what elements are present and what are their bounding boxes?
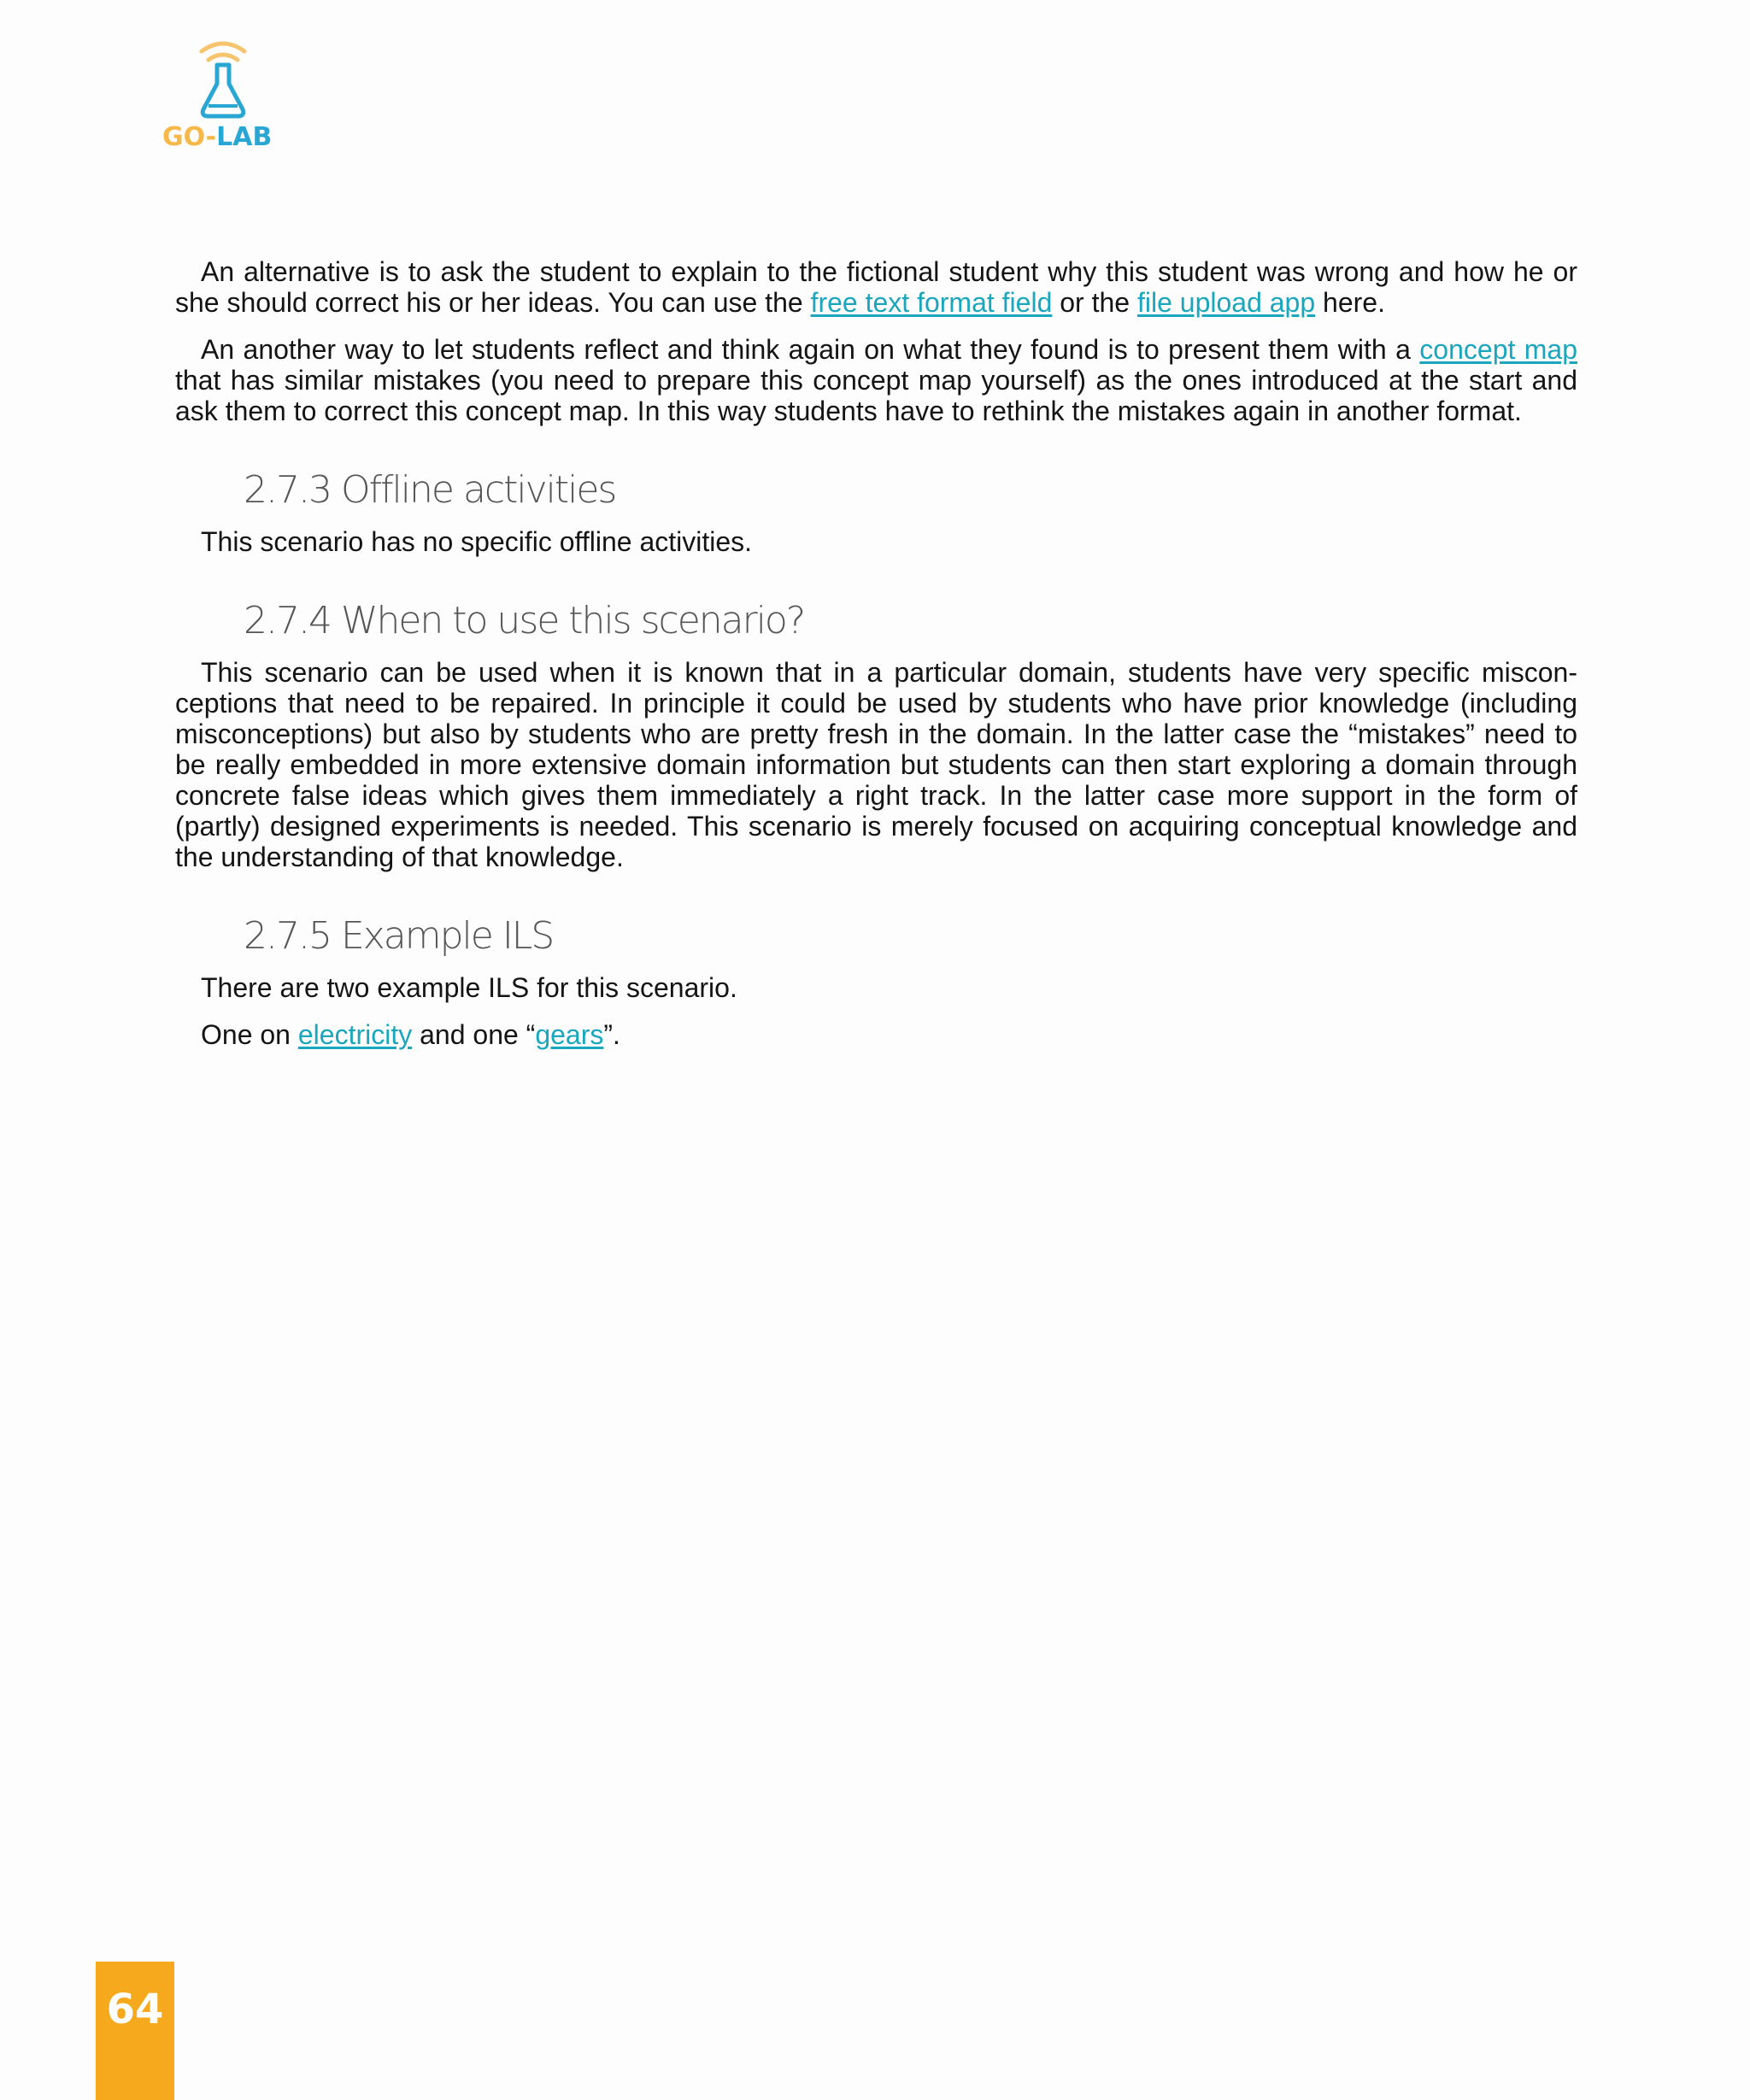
text-segment: An alternative is to ask the student to explain to the fictional student why this student was wrong and how he or she should correct his or her ideas. You can use the xyxy=(175,256,1577,318)
text-segment: ”. xyxy=(603,1019,620,1050)
page-number: 64 xyxy=(106,1986,164,2033)
text-segment: here. xyxy=(1315,287,1385,318)
paragraph-example-links xyxy=(175,1019,1577,1050)
concept-map-link[interactable]: concept map xyxy=(1419,334,1578,365)
electricity-link[interactable]: electricity xyxy=(297,1019,413,1050)
paragraph-alternative xyxy=(175,256,1577,318)
gears-link[interactable]: gears xyxy=(535,1019,604,1050)
heading-example-ils: 2.7.5 Example ILS xyxy=(244,914,554,958)
page-number-tab xyxy=(96,1962,174,2100)
paragraph-offline: This scenario has no specific offline activities. xyxy=(201,526,753,557)
text-segment: or the xyxy=(1052,287,1137,318)
text-segment: that has similar mistakes (you need to prepare this concept map yourself) as the ones introduced at the start and ask them to correct this concept map. In this way students have to rethink the mistakes again in another format. xyxy=(175,365,1577,426)
heading-offline-activities: 2.7.3 Offline activities xyxy=(244,468,616,512)
go-lab-logo xyxy=(159,34,287,154)
file-upload-app-link[interactable]: file upload app xyxy=(1136,287,1316,318)
paragraph-when-to-use: This scenario can be used when it is known that in a particular domain, students have very specific miscon-ceptions that need to be repaired. In principle it could be used by students who have prior knowledge (including misconceptions) but also by students who are pretty fresh in the domain. In the latter case the “mistakes” need to be really embedded in more extensive domain information but students can then start exploring a domain through concrete false ideas which gives them immediately a right track. In the latter case more support in the form of (partly) designed experiments is needed. This scenario is merely focused on acquiring conceptual knowledge and the understanding of that knowledge. xyxy=(175,657,1577,872)
text-segment: One on xyxy=(201,1019,298,1050)
free-text-format-field-link[interactable]: free text format field xyxy=(810,287,1053,318)
text-segment: An another way to let students reflect and think again on what they found is to present them with a xyxy=(201,334,1420,365)
heading-when-to-use: 2.7.4 When to use this scenario? xyxy=(244,599,805,642)
text-segment: and one “ xyxy=(412,1019,536,1050)
page-content xyxy=(175,256,1577,1066)
paragraph-example-intro: There are two example ILS for this scenario. xyxy=(201,972,737,1003)
paragraph-concept-map xyxy=(175,334,1577,426)
svg-text:GO-LAB: GO-LAB xyxy=(162,122,273,152)
